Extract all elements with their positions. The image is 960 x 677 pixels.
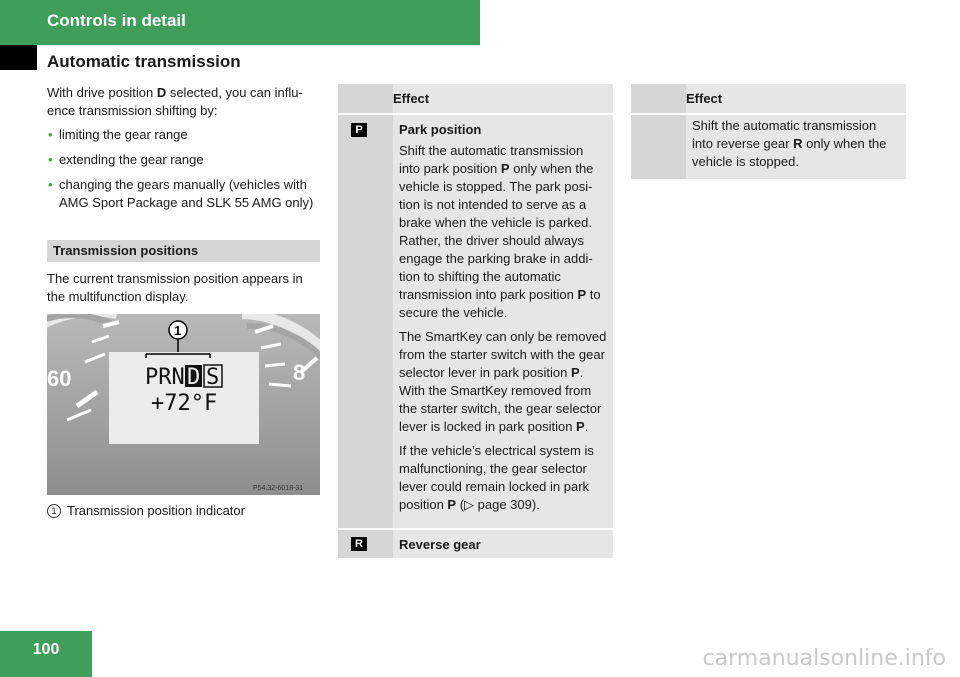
malfunction-paragraph: If the vehicle’s electrical system is malfunctioning, the gear selector lever could remain locked in park position P (▷ page 309).	[399, 443, 594, 512]
table-header: Effect	[393, 84, 613, 113]
park-paragraph: Shift the automatic transmission into park position P only when the vehicle is stopped. The park posi-tion is not intended to serve as a brake when the vehicle is parked. Rather, the driver should always engage the parking brake in addi-tion to shifting the automatic transmission into park position P to secure the vehicle.	[399, 143, 601, 320]
instrument-cluster-figure	[47, 314, 320, 495]
figure-id: P54.32-6018-31	[253, 485, 304, 492]
list-item: • limiting the gear range	[47, 126, 322, 144]
gear-effect-table	[338, 84, 613, 558]
intro-paragraph: With drive position D selected, you can influ-ence transmission shifting by:	[47, 85, 303, 118]
table-header: Effect	[686, 84, 906, 113]
caption-text: Transmission position indicator	[67, 503, 245, 518]
list-item: • changing the gears manually (vehicles with AMG Sport Package and SLK 55 AMG only)	[47, 176, 322, 212]
figure-caption	[47, 503, 245, 518]
callout-number: 1	[174, 323, 182, 338]
temperature-readout: +72°F	[151, 391, 218, 416]
list-item: • extending the gear range	[47, 151, 322, 169]
smartkey-paragraph: The SmartKey can only be removed from the starter switch with the gear selector lever in park position P. With the SmartKey removed from the starter switch, the gear selector lever is locked in park position P.	[399, 329, 607, 434]
bullet-list	[47, 126, 322, 212]
reverse-label: Reverse gear	[393, 530, 613, 558]
gear-sport: S	[206, 365, 220, 390]
watermark: carmanualsonline.info	[702, 646, 946, 671]
section-title: Automatic transmission	[47, 52, 241, 71]
table-row	[631, 115, 906, 179]
display-paragraph: The current transmission position appears in the multifunction display.	[47, 271, 303, 304]
section-marker	[0, 45, 37, 70]
intro-column	[47, 84, 322, 219]
gear-positions: PRN	[145, 365, 185, 390]
table-row	[338, 115, 613, 528]
subheading-bar	[47, 240, 320, 262]
speed-label-60: 60	[47, 366, 72, 391]
reverse-gear-icon: R	[351, 537, 367, 551]
reverse-effect-text: Shift the automatic transmission into reverse gear R only when the vehicle is stopped.	[686, 115, 906, 179]
speed-label-right: 8	[293, 360, 306, 385]
chapter-header	[0, 0, 480, 45]
caption-number: 1	[47, 504, 61, 518]
table-row	[338, 530, 613, 558]
park-title: Park position	[399, 122, 482, 137]
chapter-title: Controls in detail	[47, 11, 186, 30]
selected-gear: D	[187, 365, 201, 390]
reverse-effect-table	[631, 84, 906, 179]
subheading: Transmission positions	[53, 243, 199, 258]
park-gear-icon: P	[351, 123, 367, 137]
page-number: 100	[0, 631, 92, 677]
